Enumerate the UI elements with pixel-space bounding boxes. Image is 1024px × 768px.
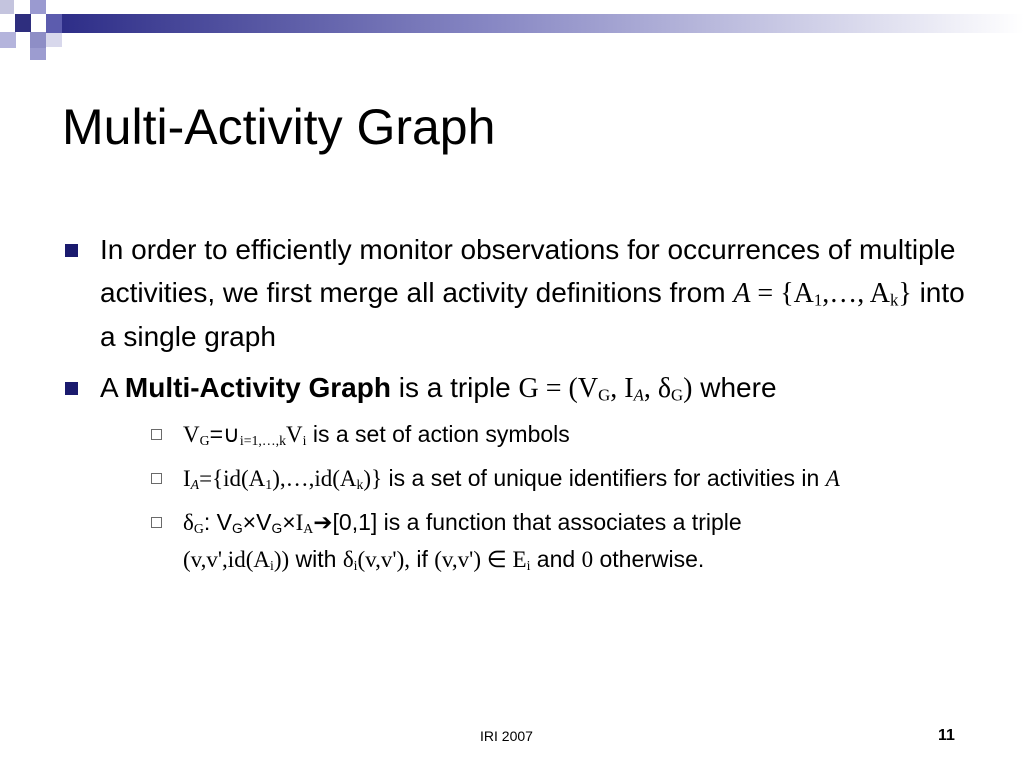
math-text: G = (V <box>518 373 599 404</box>
subbullet-text: × <box>282 509 296 535</box>
math-text: ,…, A <box>822 278 890 309</box>
square-bullet-icon <box>65 244 78 257</box>
math-text: =∪ <box>209 421 240 447</box>
math-subscript: G <box>231 521 243 537</box>
math-subscript: G <box>271 521 283 537</box>
math-text: } <box>898 278 912 309</box>
math-text: (v,v',id(A <box>183 547 270 572</box>
hollow-square-bullet-icon <box>151 473 162 484</box>
math-subscript: i <box>302 433 307 449</box>
slide-title: Multi-Activity Graph <box>62 99 496 155</box>
deco-square <box>15 14 31 32</box>
math-text: δ <box>342 547 354 572</box>
script-a-symbol: A <box>825 466 840 491</box>
deco-square <box>30 0 46 14</box>
bullet-item <box>62 366 982 578</box>
math-text: )) <box>273 547 290 572</box>
subbullet-text: is a set of unique identifiers for activities in <box>382 465 826 491</box>
math-subscript: G <box>598 385 611 405</box>
bold-term: Multi-Activity Graph <box>124 372 391 403</box>
subbullet-text: and <box>530 546 582 572</box>
deco-square <box>0 32 16 48</box>
math-subscript: G <box>193 521 204 537</box>
subbullet-text: otherwise. <box>593 546 705 572</box>
deco-square <box>30 48 46 60</box>
math-text: δ <box>183 510 194 535</box>
script-a-symbol: A <box>733 278 751 309</box>
math-text: I <box>183 466 191 491</box>
math-text: )} <box>363 466 383 491</box>
math-subscript: G <box>671 385 684 405</box>
bullet-text: where <box>692 372 777 403</box>
subbullet-text: ➔[0,1] is a function that associates a triple <box>313 509 742 535</box>
math-text: ={id(A <box>199 466 266 491</box>
math-subscript: A <box>190 477 200 493</box>
subbullet-list <box>100 416 982 578</box>
math-subscript: k <box>889 290 899 310</box>
hollow-square-bullet-icon <box>151 517 162 528</box>
math-text: = {A <box>750 278 814 309</box>
math-subscript: i <box>269 558 274 574</box>
math-text: ) <box>683 373 693 404</box>
deco-square <box>46 33 62 47</box>
subbullet-text: if <box>409 546 435 572</box>
math-text: I <box>295 510 304 535</box>
math-text: 0 <box>581 547 594 572</box>
bullet-text: is a triple <box>390 372 519 403</box>
deco-square <box>46 14 62 33</box>
math-subscript: 1 <box>813 290 823 310</box>
math-subscript: 1 <box>265 477 273 493</box>
header-decoration <box>0 0 1024 64</box>
math-text: , I <box>610 373 634 404</box>
subbullet-text: : V <box>203 509 232 535</box>
subbullet-item <box>100 460 982 497</box>
header-gradient-bar <box>62 14 1024 33</box>
bullet-list <box>62 228 982 578</box>
deco-square <box>0 0 14 14</box>
math-text: V <box>183 422 200 447</box>
footer-text: IRI 2007 <box>480 728 533 744</box>
math-subscript: k <box>356 477 364 493</box>
math-subscript: i=1,…,k <box>239 433 286 449</box>
subbullet-item <box>100 504 982 578</box>
hollow-square-bullet-icon <box>151 429 162 440</box>
bullet-item <box>62 228 982 358</box>
bullet-text: A <box>100 372 125 403</box>
square-bullet-icon <box>65 382 78 395</box>
math-subscript: i <box>353 558 358 574</box>
math-text: V <box>285 422 303 447</box>
deco-square <box>30 32 46 48</box>
math-subscript: A <box>303 521 314 537</box>
subbullet-text: ×V <box>242 509 272 535</box>
math-subscript: i <box>526 558 531 574</box>
subbullet-text: with <box>289 546 343 572</box>
bullet-text: In order to efficiently monitor observations for occurrences of multiple activities, we first merge all activity definitions from <box>100 234 956 308</box>
math-text: , δ <box>643 373 672 404</box>
page-number: 11 <box>938 727 955 744</box>
math-text: (v,v') ∈ E <box>434 547 527 572</box>
math-text: (v,v'), <box>357 547 410 572</box>
math-text: ),…,id(A <box>272 466 357 491</box>
subbullet-text: is a set of action symbols <box>306 421 570 447</box>
math-subscript: G <box>199 433 210 449</box>
bullet-text: into a single graph <box>100 277 965 352</box>
math-subscript: A <box>633 385 644 405</box>
subbullet-item <box>100 416 982 453</box>
